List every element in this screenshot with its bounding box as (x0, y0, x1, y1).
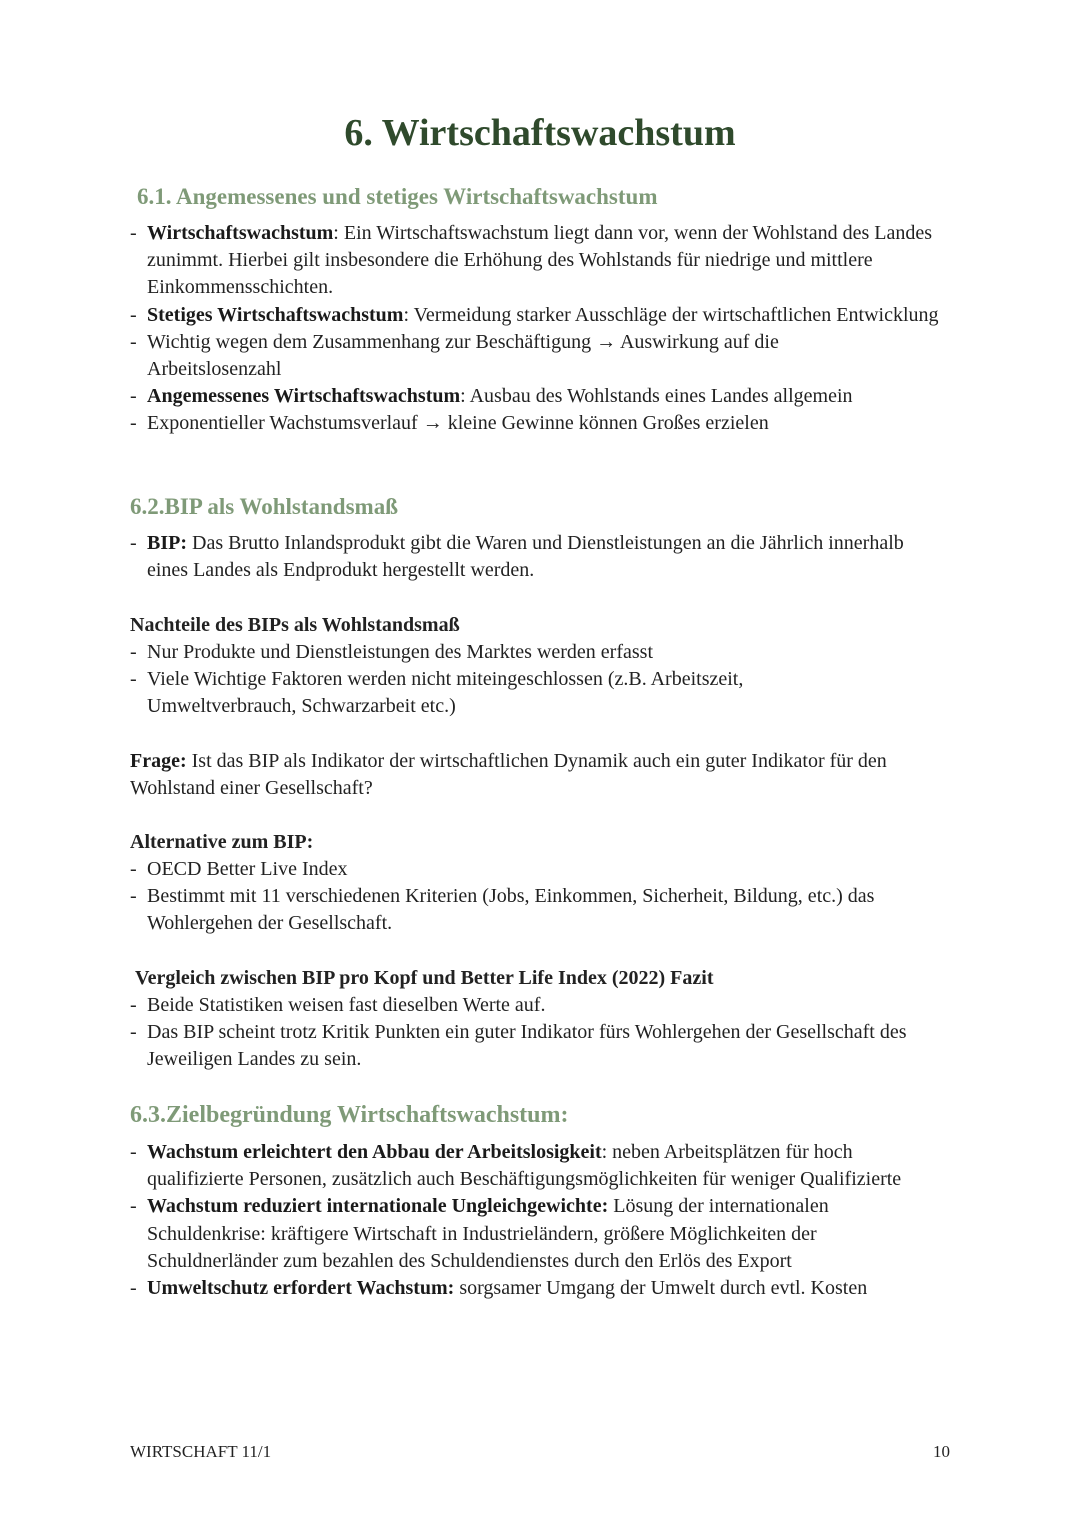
list-item: - Nur Produkte und Dienstleistungen des Marktes werden erfasst (130, 639, 830, 666)
section-6-2-list (130, 530, 920, 584)
list-item: - Exponentieller Wachstumsverlauf → kleine Gewinne können Großes erzielen (130, 410, 960, 437)
page-title: 6. Wirtschaftswachstum (344, 112, 736, 154)
section-heading-6-2: 6.2.BIP als Wohlstandsmaß (130, 494, 399, 519)
list-item: - Wichtig wegen dem Zusammenhang zur Beschäftigung → Auswirkung auf die Arbeitslosenzahl (130, 329, 960, 383)
footer-course: WIRTSCHAFT 11/1 (130, 1442, 272, 1461)
term: Wachstum erleichtert den Abbau der Arbeitslosigkeit (147, 1141, 602, 1163)
section-heading-6-1: 6.1. Angemessenes und stetiges Wirtschaftswachstum (137, 184, 658, 209)
list-item: - Stetiges Wirtschaftswachstum: Vermeidung starker Ausschläge der wirtschaftlichen Entwicklung (130, 302, 960, 329)
alternative-list (130, 856, 960, 938)
section-heading-6-3: 6.3.Zielbegründung Wirtschaftswachstum: (130, 1102, 569, 1128)
vergleich-heading: Vergleich zwischen BIP pro Kopf und Better Life Index (2022) Fazit (135, 967, 714, 989)
list-item: - Viele Wichtige Faktoren werden nicht miteingeschlossen (z.B. Arbeitszeit, Umweltverbrauch, Schwarzarbeit etc.) (130, 666, 830, 720)
frage-label: Frage: (130, 750, 187, 772)
list-item: - Wachstum erleichtert den Abbau der Arbeitslosigkeit: neben Arbeitsplätzen für hoch qualifizierte Personen, zusätzlich auch Beschäftigungsmöglichkeiten für weniger Qualifizierte (130, 1139, 940, 1193)
term: Wirtschaftswachstum (147, 222, 334, 244)
vergleich-list (130, 992, 960, 1074)
term: BIP: (147, 532, 187, 554)
term: Angemessenes Wirtschaftswachstum (147, 385, 461, 408)
list-item: - Angemessenes Wirtschaftswachstum: Ausbau des Wohlstands eines Landes allgemein (130, 383, 960, 410)
nachteile-list (130, 639, 830, 721)
term: Wachstum reduziert internationale Ungleichgewichte: (147, 1195, 609, 1218)
frage-paragraph: Frage: Ist das BIP als Indikator der wirtschaftlichen Dynamik auch ein guter Indikator für den Wohlstand einer Gesellschaft? (130, 750, 887, 800)
list-item: - Das BIP scheint trotz Kritik Punkten ein guter Indikator fürs Wohlergehen der Gesellschaft des Jeweiligen Landes zu sein. (130, 1019, 960, 1073)
alternative-heading: Alternative zum BIP: (130, 831, 314, 853)
list-item: - Beide Statistiken weisen fast dieselben Werte auf. (130, 992, 960, 1019)
page-number: 10 (933, 1442, 950, 1461)
nachteile-heading: Nachteile des BIPs als Wohlstandsmaß (130, 614, 460, 636)
term: Umweltschutz erfordert Wachstum: (147, 1277, 455, 1300)
section-6-3-list (130, 1139, 940, 1302)
list-item: - Wirtschaftswachstum: Ein Wirtschaftswachstum liegt dann vor, wenn der Wohlstand des Landes zunimmt. Hierbei gilt insbesondere die Erhöhung des Wohlstands für niedrige und mittlere Einkommensschichten. (130, 220, 960, 302)
list-item: - Umweltschutz erfordert Wachstum: sorgsamer Umgang der Umwelt durch evtl. Kosten (130, 1275, 940, 1302)
section-6-1-list (130, 220, 960, 438)
list-item: - BIP: Das Brutto Inlandsprodukt gibt die Waren und Dienstleistungen an die Jährlich innerhalb eines Landes als Endprodukt hergestellt werden. (130, 530, 920, 584)
list-item: - Wachstum reduziert internationale Ungleichgewichte: Lösung der internationalen Schuldenkrise: kräftigere Wirtschaft in Industrieländern, größere Möglichkeiten der Schuldnerländer zum bezahlen des Schuldendienstes durch den Erlös des Export (130, 1193, 940, 1275)
list-item: - Bestimmt mit 11 verschiedenen Kriterien (Jobs, Einkommen, Sicherheit, Bildung, etc.) das Wohlergehen der Gesellschaft. (130, 883, 960, 937)
term: Stetiges Wirtschaftswachstum (147, 303, 404, 326)
list-item: - OECD Better Live Index (130, 856, 960, 883)
